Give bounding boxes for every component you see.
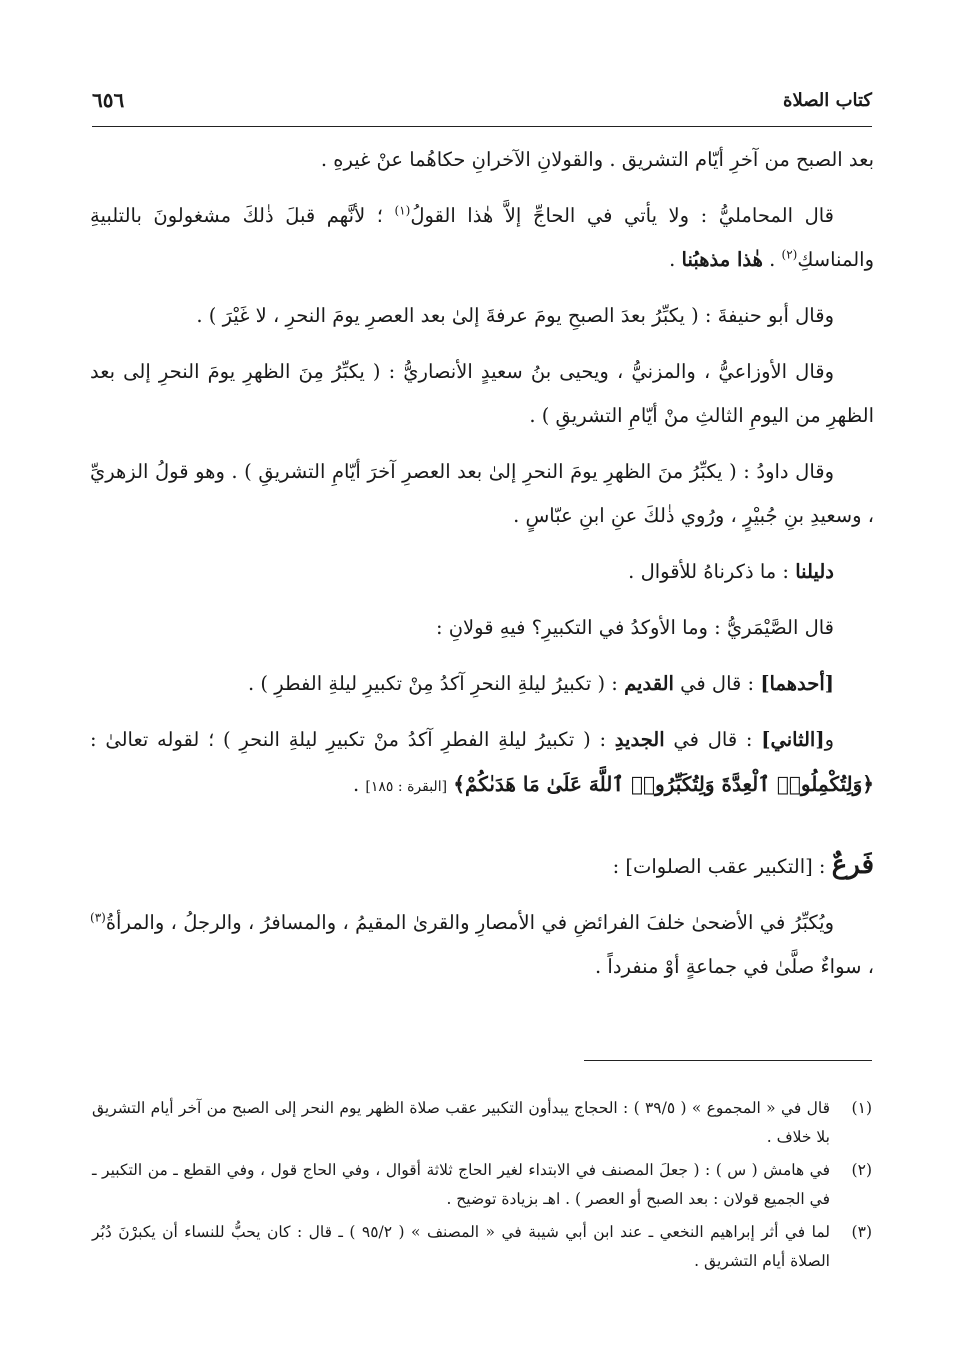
paragraph-text: وقال أبو حنيفةَ : ( يكبِّرُ بعدَ الصبحِ يومَ عرفةَ إلىٰ بعد العصرِ يومَ النحرِ ، لا غَيْرَ ) . — [196, 304, 834, 327]
paragraph — [90, 350, 874, 438]
paragraph-text: ؛ لأنَّهم قبلَ ذٰلكَ مشغولونَ بالتلبيةِ والمناسكِ — [90, 204, 874, 271]
footnote-marker: (١) — [394, 203, 411, 218]
section-keyword: فَرعٌ — [831, 850, 874, 880]
footnote-marker: (٢) — [781, 247, 798, 262]
paragraph — [90, 294, 874, 338]
footnote-marker: (٣) — [90, 910, 106, 925]
paragraph-text: قال الصَّيْمَريُّ : وما الأوكدُ في التكبيرِ؟ فيهِ قولانِ : — [435, 616, 834, 639]
footnote-number: (٢) — [851, 1161, 872, 1179]
footnote-text: قال في « المجموع » ( ٣٩/٥ ) : الحجاج يبدأون التكبير عقب صلاة الظهر يوم النحر إلى الصبح من آخر أيام التشريق بلا خلاف . — [92, 1099, 831, 1146]
footnote-divider — [584, 1060, 872, 1061]
paragraph — [90, 718, 874, 809]
paragraph-text: ، سواءٌ صلَّىٰ في جماعةٍ أوْ منفرداً . — [595, 955, 874, 978]
paragraph-text: ويُكبِّرُ في الأضحىٰ خلفَ الفرائضِ في الأمصارِ والقرىٰ المقيمُ ، والمسافرُ ، والرجلُ ، والمرأةُ — [105, 911, 834, 934]
footnotes — [92, 1094, 872, 1280]
emphasis-text: [أحدهما] — [760, 672, 834, 695]
section-title: : [التكبير عقب الصلوات] : — [612, 855, 832, 878]
emphasis-text: دليلنا — [795, 560, 834, 583]
footnote-text: لما في أثر إبراهيم النخعي ـ عند ابن أبي شيبة في « المصنف » ( ٩٥/٢ ) ـ قال : كان يحبُّ للنساء أن يكبرْنَ دُبُر الصلاة أيام التشريق . — [92, 1223, 831, 1270]
paragraph-text: و — [824, 728, 834, 751]
quran-verse: ﴿وَلِتُكْمِلُوا۟ ٱلْعِدَّةَ وَلِتُكَبِّرُوا۟ ٱللَّهَ عَلَىٰ مَا هَدَىٰكُمْ﴾ — [453, 772, 874, 796]
paragraph-text: . — [669, 248, 682, 271]
paragraph-text: . — [762, 248, 782, 271]
page-number: ٦٥٦ — [92, 88, 125, 112]
emphasis-text: الجديدِ — [614, 728, 665, 751]
footnote-text: في هامش ( س ) : ( جعلَ المصنف في الابتداء لغير الحاج ثلاثة أقوال ، وفي الحاج قول ، وفي القطع ـ من التكبير ـ في الجميع قولان : بعد الصبح أو العصر ) . اهـ بزيادة توضيح . — [92, 1161, 830, 1208]
section-heading — [90, 843, 874, 889]
paragraph-text: : ما ذكرناهُ للأقوال . — [628, 560, 796, 583]
page-header — [92, 78, 872, 127]
emphasis-text: القديم — [624, 672, 674, 695]
paragraph — [90, 550, 874, 594]
paragraph — [90, 194, 874, 282]
paragraph-text: بعد الصبح من آخرِ أيّام التشريق . والقولانِ الآخرانِ حكاهُما عنْ غيرهِ . — [320, 148, 874, 171]
paragraph-text: : قال في — [673, 672, 761, 695]
verse-reference: [البقرة : ١٨٥] — [365, 779, 448, 795]
paragraph — [90, 450, 874, 538]
paragraph-text: قال المحامليُّ : ولا يأتي في الحاجِّ إلاَّ هٰذا القولُ — [410, 204, 835, 227]
paragraph — [90, 662, 874, 706]
footnote — [92, 1094, 872, 1152]
emphasis-text: هٰذا مذهبُنا — [681, 248, 763, 271]
footnote-number: (٣) — [851, 1223, 872, 1241]
paragraph-text: : ( تكبيرُ ليلةِ النحرِ آكدُ مِنْ تكبيرِ ليلةِ الفطرِ ) . — [247, 672, 625, 695]
running-title: كتاب الصلاة — [783, 90, 872, 111]
paragraph — [90, 901, 874, 989]
paragraph-text: : قال في — [664, 728, 762, 751]
paragraph-text: . — [353, 773, 366, 796]
emphasis-text: [الثاني] — [761, 728, 825, 751]
paragraph — [90, 606, 874, 650]
paragraph-text: وقال داودُ : ( يكبِّرُ منَ الظهرِ يومَ النحرِ إلىٰ بعد العصرِ آخرَ أيّامِ التشريقِ ) . وهو قولُ الزهريِّ ، وسعيدِ بنِ جُبيْرٍ ، ورُوي ذٰلكَ عنِ ابنِ عبّاسٍ . — [90, 460, 874, 527]
footnote — [92, 1218, 872, 1276]
paragraph-text: : ( تكبيرُ ليلةِ الفطرِ آكدُ منْ تكبيرِ ليلةِ النحرِ ) ؛ لقوله تعالىٰ : — [90, 728, 615, 751]
paragraph-text: وقال الأوزاعيُّ ، والمزنيُّ ، ويحيى بنُ سعيدٍ الأنصاريُّ : ( يكبِّرُ مِنَ الظهرِ يومَ النحرِ إلى بعد الظهرِ من اليومِ الثالثِ منْ أيّامِ التشريقِ ) . — [90, 360, 874, 427]
footnote-number: (١) — [851, 1099, 872, 1117]
paragraph — [90, 138, 874, 182]
main-text — [90, 138, 874, 1001]
footnote — [92, 1156, 872, 1214]
